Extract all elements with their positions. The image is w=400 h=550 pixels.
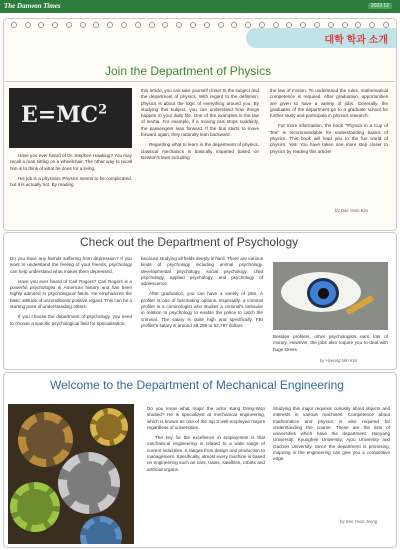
mechanical-column-1 (147, 406, 265, 477)
pupil-shape (318, 288, 329, 299)
paragraph: If you choose the department of psychology, you need to choose a specific psychological field for specialization, (10, 314, 132, 326)
mechanical-column-2 (273, 406, 390, 467)
mechanical-byline: by Seo Yeon Jeong (340, 519, 378, 524)
physics-byline: by Dae Yeon Kim (335, 208, 369, 213)
paragraph: For more information, the book "Physics in a Cup of Tea" is recommendable for understanding basics of physics. This book will lead you to the fun world of physics. Yes! You have taken one more step closer to physics by reading this article! (270, 123, 388, 154)
paragraph: Regarding what to learn in the department of physics, classical mechanics is basically imparted based on Newton's laws including (141, 142, 259, 160)
paragraph: Do you know what major the actor Kang Dong-Won studied? He is specialized at mechanical engineering, which is known as one of the top 3 well-employed majors regardless of universities. (147, 406, 265, 430)
ring-icon (93, 22, 99, 28)
ring-icon (25, 22, 31, 28)
blackboard-image (9, 88, 132, 148)
gear-icon (18, 412, 73, 467)
ring-icon (52, 22, 58, 28)
physics-title: Join the Department of Physics (105, 64, 272, 78)
paragraph: the law of motion. To understand the rules, mathematical competence is required. After graduation, opportunities are given to have a variety of jobs. Generally, the graduates of the department go to a graduate school for further study and participate in physics research. (270, 88, 388, 119)
painted-eye-image (273, 262, 388, 330)
ring-icon (149, 22, 155, 28)
physics-column-1 (10, 153, 132, 192)
paragraph: this article, you can take yourself closer to the subject and the department of physics. With regard to the definition, physics is about the logic of everything around you. By studying this subject, you can understand how things happen in your daily life. One of the examples is the law of inertia. For example, if a moving bus stops suddenly, the passengers lean forward. If the bus starts to move forward again, they naturally lean backward. (141, 88, 259, 138)
formula-text (21, 102, 107, 128)
paragraph: The key for the excellence in employment is that mechanical engineering is related to a wide range of current industries. It ranges from design and production to management. Specifically, almost every machine is based on engineering such as cars, trains, satellites, robots and artificial organs. (147, 435, 265, 472)
paragraph: Have you ever heard of Dr. Stephen Hawking? You may recall a man sitting on a wheelchair. The other way to recall him is to think of what he does for a living. (10, 153, 132, 171)
ring-icon (66, 22, 72, 28)
psychology-title: Check out the Department of Psychology (80, 235, 299, 249)
ring-icon (190, 22, 196, 28)
paragraph: Besides profilers, other psychologists earn lots of money. However, the jobs also require you to deal with huge stress. (273, 334, 388, 352)
ring-icon (135, 22, 141, 28)
mechanical-title: Welcome to the Department of Mechanical Engineering (50, 378, 344, 392)
gear-icon (58, 452, 120, 514)
ring-icon (80, 22, 86, 28)
section-banner (246, 28, 396, 48)
ring-icon (231, 22, 237, 28)
psychology-column-2 (141, 256, 263, 333)
ring-icon (218, 22, 224, 28)
paragraph: because studying all fields deeply is hard. There are various kinds of psychology including animal psychology, developmental psychology, social psychology, child psychology, applied psychology, and psychology of adolescence. (141, 256, 263, 287)
gear-icon (10, 482, 60, 532)
publication-name: The Danwon Times (4, 2, 61, 10)
ring-icon (11, 22, 17, 28)
formula-base: E=MC (21, 102, 99, 128)
physics-column-2 (141, 88, 259, 165)
formula-exponent: 2 (98, 102, 108, 118)
ring-icon (121, 22, 127, 28)
paragraph: His job is a physicist. Physics seems to be complicated, but it is actually not. By reading (10, 175, 132, 188)
ring-icon (176, 22, 182, 28)
paragraph: Studying this major requires curiosity about objects and interests in various machines. Competence about mathematics and physics is also required for understanding the course. These are the lists of universities which have the department: Hanyang University; Kyunghee University; Ajou University and Gachon University. Since the department is promising, majoring in the engineering can give you a competitive edge. (273, 406, 390, 462)
gear-icon (90, 408, 128, 446)
ring-icon (245, 22, 251, 28)
gear-icon (80, 516, 122, 544)
paragraph: Have you ever heard of Carl Rogers? Carl Rogers is a powerful psychologist in American history and has been highly admired in psychological fields. He emphasizes the basic attitude of unconditional positive regard. This can be a starting point of understanding others. (10, 278, 132, 310)
page-badge: 2023.12 (368, 3, 392, 9)
ring-icon (107, 22, 113, 28)
ring-icon (204, 22, 210, 28)
paragraph: Do you have any friends suffering from depression? If you want to understand the feeling of your friends, psychology can help understand what makes them depressed. (10, 256, 132, 274)
title-divider (5, 81, 395, 82)
psychology-byline: by Hyeong Min Kim (320, 358, 358, 363)
banner-label: 대학 학과 소개 (324, 35, 388, 46)
psychology-column-1 (10, 256, 132, 331)
psychology-column-3 (273, 334, 388, 357)
physics-column-3 (270, 88, 388, 159)
ring-icon (162, 22, 168, 28)
paragraph: After graduation, you can have a variety of jobs. A profiler is one of fascinating options. Especially, a criminal profiler is a criminologist who studies a criminal's behavior in relation to psychology to enable the police to catch the criminal. The salary is quite high and specifically, FBI profiler's salary is around 48,289 to 62,787 dollars. (141, 291, 263, 328)
gears-image (8, 404, 134, 544)
masthead-bar (0, 0, 400, 13)
ring-icon (38, 22, 44, 28)
